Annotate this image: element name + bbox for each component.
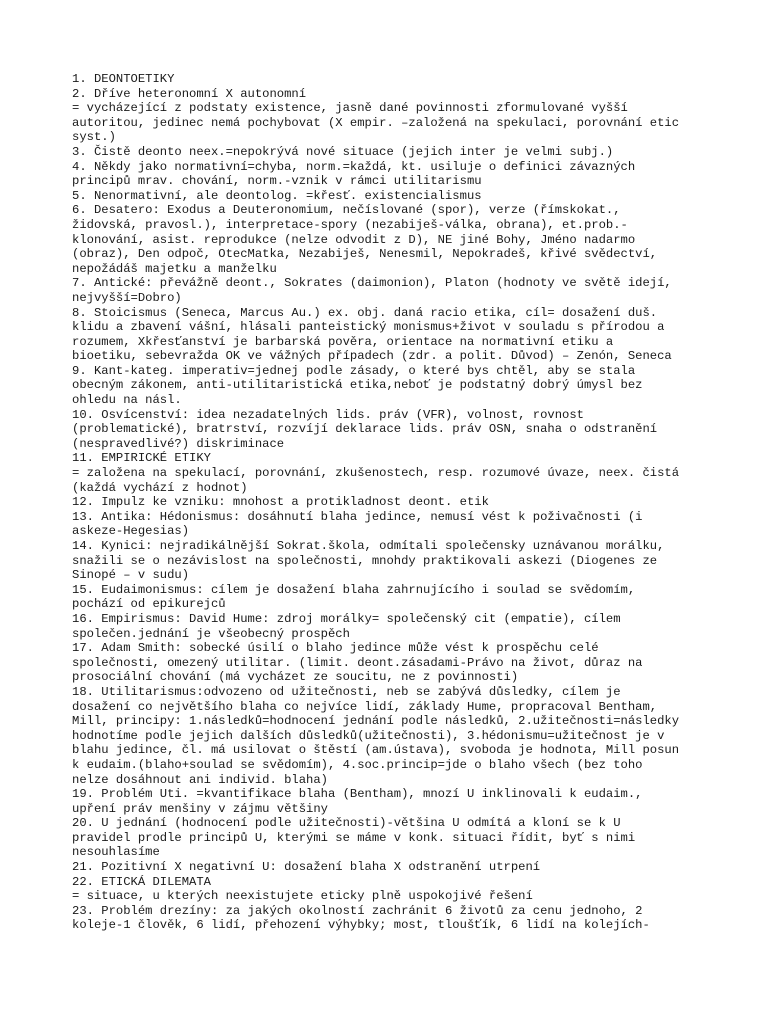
document-line: 7. Antické: převážně deont., Sokrates (daimonion), Platon (hodnoty ve světě idejí, — [72, 276, 672, 291]
document-line: 11. EMPIRICKÉ ETIKY — [72, 451, 211, 466]
document-line: 12. Impulz ke vzniku: mnohost a protikladnost deont. etik — [72, 495, 489, 510]
document-line: společen.jednání je všeobecný prospěch — [72, 626, 350, 641]
document-line: 21. Pozitivní X negativní U: dosažení blaha X odstranění utrpení — [72, 860, 541, 875]
document-line: Mill, principy: 1.následků=hodnocení jednání podle následků, 2.užitečnosti=následky — [72, 714, 680, 729]
document-line: klidu a zbavení vášní, hlásali panteistický monismus+život v souladu s přírodou a — [72, 320, 665, 335]
document-line: 22. ETICKÁ DILEMATA — [72, 874, 211, 889]
document-line: ohledu na násl. — [72, 393, 182, 408]
document-line: nepožádáš majetku a manželku — [72, 261, 277, 276]
document-line: snažili se o nezávislost na společnosti, mnohdy praktikovali askezi (Diogenes ze — [72, 553, 658, 568]
document-line: = situace, u kterých neexistujete eticky plně uspokojivé řešení — [72, 889, 533, 904]
document-line: pochází od epikurejců — [72, 597, 226, 612]
document-line: = založena na spekulací, porovnání, zkušenostech, resp. rozumové úvaze, neex. čistá — [72, 466, 680, 481]
document-line: autoritou, jedinec nemá pochybovat (X empir. –založená na spekulaci, porovnání etic — [72, 115, 680, 130]
document-line: askeze-Hegesias) — [72, 524, 190, 539]
document-line: 17. Adam Smith: sobecké úsilí o blaho jedince může vést k prospěchu celé — [72, 641, 599, 656]
document-line: klonování, asist. reprodukce (nelze odvodit z D), NE jiné Bohy, Jméno nadarmo — [72, 232, 636, 247]
document-line: rozumem, Xkřesťanství je barbarská pověra, orientace na normativní etiku a — [72, 334, 614, 349]
document-line: 10. Osvícenství: idea nezadatelných lids. práv (VFR), volnost, rovnost — [72, 407, 584, 422]
document-line: obecným zákonem, anti-utilitaristická etika,neboť je podstatný dobrý úmysl bez — [72, 378, 643, 393]
document-line: upření práv menšiny v zájmu většiny — [72, 801, 328, 816]
document-line: nesouhlasíme — [72, 845, 160, 860]
document-line: 19. Problém Uti. =kvantifikace blaha (Bentham), mnozí U inklinovali k eudaim., — [72, 787, 643, 802]
document-line: 2. Dříve heteronomní X autonomní — [72, 86, 307, 101]
document-line: prosociální chování (má vycházet ze soucitu, ne z povinnosti) — [72, 670, 519, 685]
document-text — [72, 72, 728, 933]
document-line: nejvyšší=Dobro) — [72, 290, 182, 305]
document-line: židovská, pravosl.), interpretace-spory (nezabiješ-válka, obrana), et.prob.- — [72, 217, 628, 232]
document-line: pravidel prodle principů U, kterými se máme v konk. situaci řídit, byť s nimi — [72, 830, 636, 845]
document-line: 20. U jednání (hodnocení podle užitečnosti)-většina U odmítá a kloní se k U — [72, 816, 621, 831]
document-line: 1. DEONTOETIKY — [72, 72, 175, 86]
document-line: blahu jedince, čl. má usilovat o štěstí (am.ústava), svoboda je hodnota, Mill posun — [72, 743, 680, 758]
document-line: Sinopé – v sudu) — [72, 568, 190, 583]
document-line: 9. Kant-kateg. imperativ=jednej podle zásady, o které bys chtěl, aby se stala — [72, 363, 636, 378]
document-line: 15. Eudaimonismus: cílem je dosažení blaha zahrnujícího i soulad se svědomím, — [72, 582, 636, 597]
document-line: = vycházející z podstaty existence, jasně dané povinnosti zformulované vyšší — [72, 101, 628, 116]
document-line: 3. Čistě deonto neex.=nepokrývá nové situace (jejich inter je velmi subj.) — [72, 144, 614, 159]
document-line: principů mrav. chování, norm.-vznik v rámci utilitarismu — [72, 174, 482, 189]
document-line: k eudaim.(blaho+soulad se svědomím), 4.soc.princip=jde o blaho všech (bez toho — [72, 757, 643, 772]
document-line: (nespravedlivé?) diskriminace — [72, 436, 285, 451]
document-line: dosažení co největšího blaha co nejvíce lidí, základy Hume, propracoval Bentham, — [72, 699, 658, 714]
document-line: nelze dosáhnout ani individ. blaha) — [72, 772, 328, 787]
document-line: (problematické), bratrství, rozvíjí deklarace lids. práv OSN, snaha o odstranění — [72, 422, 658, 437]
document-line: 5. Nenormativní, ale deontolog. =křesť. existencialismus — [72, 188, 482, 203]
document-line: bioetiku, sebevražda OK ve vážných případech (zdr. a polit. Důvod) – Zenón, Seneca — [72, 349, 672, 364]
document-line: 6. Desatero: Exodus a Deuteronomium, nečíslované (spor), verze (římskokat., — [72, 203, 621, 218]
document-line: 14. Kynici: nejradikálnější Sokrat.škola, odmítali společensky uznávanou morálku, — [72, 539, 665, 553]
document-line: 4. Někdy jako normativní=chyba, norm.=každá, kt. usiluje o definici závazných — [72, 159, 636, 174]
document-line: hodnotíme podle jejich dalších důsledků(užitečnosti), 3.hédonismu=užitečnost je v — [72, 728, 665, 743]
document-line: 16. Empirismus: David Hume: zdroj morálky= společenský cit (empatie), cílem — [72, 611, 621, 626]
document-line: (obraz), Den odpoč, OtecMatka, Nezabiješ, Nenesmil, Nepokradeš, křivé svědectví, — [72, 247, 658, 262]
document-line: společnosti, omezený utilitar. (limit. deont.zásadami-Právo na život, důraz na — [72, 655, 643, 670]
document-line: (každá vychází z hodnot) — [72, 480, 248, 495]
document-line: 23. Problém drezíny: za jakých okolností zachránit 6 životů za cenu jednoho, 2 — [72, 903, 643, 918]
document-line: koleje-1 člověk, 6 lidí, přehození výhybky; most, tloušťík, 6 lidí na kolejích- — [72, 918, 650, 933]
document-line: 18. Utilitarismus:odvozeno od užitečnosti, neb se zabývá důsledky, cílem je — [72, 684, 621, 699]
document-line: 8. Stoicismus (Seneca, Marcus Au.) ex. obj. daná racio etika, cíl= dosažení duš. — [72, 305, 658, 320]
document-line: syst.) — [72, 130, 116, 145]
document-line: 13. Antika: Hédonismus: dosáhnutí blaha jedince, nemusí vést k poživačnosti (i — [72, 509, 643, 524]
